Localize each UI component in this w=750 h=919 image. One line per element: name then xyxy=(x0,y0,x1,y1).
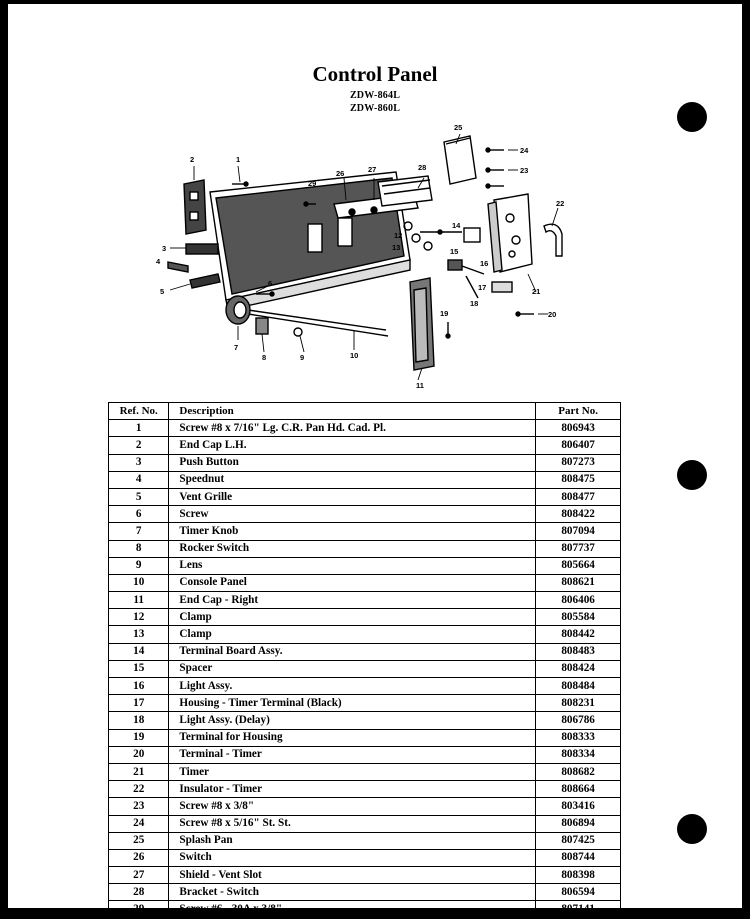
callout-1: 1 xyxy=(236,155,241,164)
cell-part-no: 808621 xyxy=(536,574,621,591)
cell-part-no: 806594 xyxy=(536,884,621,901)
header-ref-no: Ref. No. xyxy=(109,403,169,420)
cell-ref-no: 18 xyxy=(109,712,169,729)
cell-ref-no: 11 xyxy=(109,592,169,609)
callout-27: 27 xyxy=(368,165,377,174)
cell-description: Shield - Vent Slot xyxy=(169,867,536,884)
cell-part-no: 808664 xyxy=(536,781,621,798)
cell-description: Console Panel xyxy=(169,574,536,591)
cell-ref-no: 29 xyxy=(109,901,169,918)
table-row xyxy=(109,592,621,609)
callout-3: 3 xyxy=(162,244,167,253)
cell-ref-no: 12 xyxy=(109,609,169,626)
cell-ref-no: 20 xyxy=(109,746,169,763)
table-row xyxy=(109,540,621,557)
end-cap-right-part xyxy=(410,278,434,370)
insulator-part xyxy=(544,224,562,256)
vent-grille-part xyxy=(190,274,220,288)
cell-description: Terminal - Timer xyxy=(169,746,536,763)
callout-12: 12 xyxy=(394,231,403,240)
callout-2: 2 xyxy=(190,155,195,164)
cell-description: Screw #8 x 3/8" xyxy=(169,798,536,815)
cell-ref-no: 22 xyxy=(109,781,169,798)
callout-24: 24 xyxy=(520,146,529,155)
table-row xyxy=(109,437,621,454)
punch-hole-bottom xyxy=(677,814,707,844)
table-row xyxy=(109,506,621,523)
table-header-row xyxy=(109,403,621,420)
cell-part-no: 808334 xyxy=(536,746,621,763)
cell-description: Vent Grille xyxy=(169,488,536,505)
callout-19: 19 xyxy=(440,309,449,318)
push-button-part xyxy=(186,244,218,254)
cell-description: Insulator - Timer xyxy=(169,781,536,798)
cell-part-no: 806407 xyxy=(536,437,621,454)
cell-ref-no: 8 xyxy=(109,540,169,557)
cell-ref-no: 16 xyxy=(109,678,169,695)
callout-28: 28 xyxy=(418,163,427,172)
cell-ref-no: 4 xyxy=(109,471,169,488)
cell-part-no: 807141 xyxy=(536,901,621,918)
exploded-diagram xyxy=(148,114,588,399)
cell-description: Terminal for Housing xyxy=(169,729,536,746)
cell-part-no: 808333 xyxy=(536,729,621,746)
table-row xyxy=(109,454,621,471)
cell-ref-no: 28 xyxy=(109,884,169,901)
cell-part-no: 808398 xyxy=(536,867,621,884)
cell-description: Housing - Timer Terminal (Black) xyxy=(169,695,536,712)
cell-part-no: 808231 xyxy=(536,695,621,712)
cell-description: Speednut xyxy=(169,471,536,488)
cell-description: Spacer xyxy=(169,660,536,677)
cell-description: Timer Knob xyxy=(169,523,536,540)
cell-part-no: 808744 xyxy=(536,849,621,866)
cell-part-no: 808484 xyxy=(536,678,621,695)
cell-part-no: 808477 xyxy=(536,488,621,505)
cell-description: Light Assy. (Delay) xyxy=(169,712,536,729)
cell-description: Timer xyxy=(169,763,536,780)
parts-sheet xyxy=(8,4,742,916)
cell-description: Light Assy. xyxy=(169,678,536,695)
cell-ref-no: 25 xyxy=(109,832,169,849)
table-row xyxy=(109,695,621,712)
table-row xyxy=(109,867,621,884)
timer-part xyxy=(488,194,532,272)
cell-ref-no: 17 xyxy=(109,695,169,712)
table-row xyxy=(109,849,621,866)
table-row xyxy=(109,523,621,540)
cell-part-no: 808682 xyxy=(536,763,621,780)
callout-25: 25 xyxy=(454,123,463,132)
callout-4: 4 xyxy=(156,257,161,266)
header-part-no: Part No. xyxy=(536,403,621,420)
callout-21: 21 xyxy=(532,287,541,296)
table-row xyxy=(109,557,621,574)
cell-description: Lens xyxy=(169,557,536,574)
callout-6: 6 xyxy=(268,279,273,288)
cell-ref-no: 27 xyxy=(109,867,169,884)
table-row xyxy=(109,488,621,505)
punch-hole-middle xyxy=(677,460,707,490)
table-row xyxy=(109,643,621,660)
callout-11: 11 xyxy=(416,381,424,390)
cell-part-no: 806894 xyxy=(536,815,621,832)
cell-ref-no: 26 xyxy=(109,849,169,866)
cell-part-no: 807737 xyxy=(536,540,621,557)
splash-pan-part xyxy=(444,136,476,184)
callout-22: 22 xyxy=(556,199,565,208)
rocker-switch-part xyxy=(256,318,268,334)
cell-part-no: 806943 xyxy=(536,420,621,437)
callout-10: 10 xyxy=(350,351,359,360)
table-row xyxy=(109,901,621,918)
cell-part-no: 808483 xyxy=(536,643,621,660)
cell-description: Bracket - Switch xyxy=(169,884,536,901)
cell-part-no: 805584 xyxy=(536,609,621,626)
table-row xyxy=(109,420,621,437)
cell-ref-no: 2 xyxy=(109,437,169,454)
page-title: Control Panel xyxy=(312,62,438,86)
callout-23: 23 xyxy=(520,166,529,175)
terminal-board-part xyxy=(420,228,480,242)
cell-part-no: 807273 xyxy=(536,454,621,471)
cell-ref-no: 23 xyxy=(109,798,169,815)
callout-16: 16 xyxy=(480,259,489,268)
callout-5: 5 xyxy=(160,287,165,296)
table-row xyxy=(109,609,621,626)
cell-ref-no: 10 xyxy=(109,574,169,591)
cell-ref-no: 5 xyxy=(109,488,169,505)
callout-17: 17 xyxy=(478,283,487,292)
cell-ref-no: 21 xyxy=(109,763,169,780)
cell-ref-no: 6 xyxy=(109,506,169,523)
end-cap-left-part xyxy=(184,180,206,234)
speednut-part xyxy=(168,262,188,272)
cell-description: Screw #6 - 30A x 3/8" xyxy=(169,901,536,918)
cell-ref-no: 14 xyxy=(109,643,169,660)
cell-description: Clamp xyxy=(169,609,536,626)
cell-ref-no: 24 xyxy=(109,815,169,832)
callout-8: 8 xyxy=(262,353,267,362)
parts-table xyxy=(108,402,621,919)
model-number-2: ZDW-860L xyxy=(349,103,401,114)
table-row xyxy=(109,798,621,815)
timer-knob-part xyxy=(226,296,250,324)
cell-part-no: 805664 xyxy=(536,557,621,574)
cell-ref-no: 19 xyxy=(109,729,169,746)
table-row xyxy=(109,763,621,780)
cell-ref-no: 1 xyxy=(109,420,169,437)
cell-description: Screw xyxy=(169,506,536,523)
cell-ref-no: 13 xyxy=(109,626,169,643)
callout-26: 26 xyxy=(336,169,345,178)
cell-ref-no: 9 xyxy=(109,557,169,574)
cell-description: End Cap L.H. xyxy=(169,437,536,454)
cell-part-no: 808424 xyxy=(536,660,621,677)
table-row xyxy=(109,660,621,677)
callout-15: 15 xyxy=(450,247,459,256)
callout-14: 14 xyxy=(452,221,461,230)
cell-description: End Cap - Right xyxy=(169,592,536,609)
cell-part-no: 808475 xyxy=(536,471,621,488)
cell-part-no: 808442 xyxy=(536,626,621,643)
callout-20: 20 xyxy=(548,310,557,319)
cell-ref-no: 15 xyxy=(109,660,169,677)
table-row xyxy=(109,626,621,643)
table-row xyxy=(109,678,621,695)
cell-part-no: 808422 xyxy=(536,506,621,523)
cell-description: Clamp xyxy=(169,626,536,643)
cell-ref-no: 7 xyxy=(109,523,169,540)
table-row xyxy=(109,746,621,763)
table-row xyxy=(109,729,621,746)
callout-18: 18 xyxy=(470,299,479,308)
cell-description: Screw #8 x 7/16" Lg. C.R. Pan Hd. Cad. Pl. xyxy=(169,420,536,437)
cell-part-no: 806406 xyxy=(536,592,621,609)
table-row xyxy=(109,574,621,591)
header-description: Description xyxy=(169,403,536,420)
cell-part-no: 807094 xyxy=(536,523,621,540)
table-row xyxy=(109,471,621,488)
model-number-1: ZDW-864L xyxy=(349,90,401,101)
table-row xyxy=(109,815,621,832)
callout-7: 7 xyxy=(234,343,239,352)
cell-part-no: 807425 xyxy=(536,832,621,849)
cell-description: Push Button xyxy=(169,454,536,471)
cell-part-no: 803416 xyxy=(536,798,621,815)
cell-part-no: 806786 xyxy=(536,712,621,729)
cell-description: Switch xyxy=(169,849,536,866)
table-row xyxy=(109,832,621,849)
table-row xyxy=(109,781,621,798)
cell-description: Splash Pan xyxy=(169,832,536,849)
cell-description: Terminal Board Assy. xyxy=(169,643,536,660)
callout-29: 29 xyxy=(308,179,317,188)
table-row xyxy=(109,712,621,729)
cell-description: Screw #8 x 5/16" St. St. xyxy=(169,815,536,832)
cell-description: Rocker Switch xyxy=(169,540,536,557)
callout-9: 9 xyxy=(300,353,305,362)
table-row xyxy=(109,884,621,901)
callout-13: 13 xyxy=(392,243,401,252)
lens-part xyxy=(294,328,302,336)
cell-ref-no: 3 xyxy=(109,454,169,471)
